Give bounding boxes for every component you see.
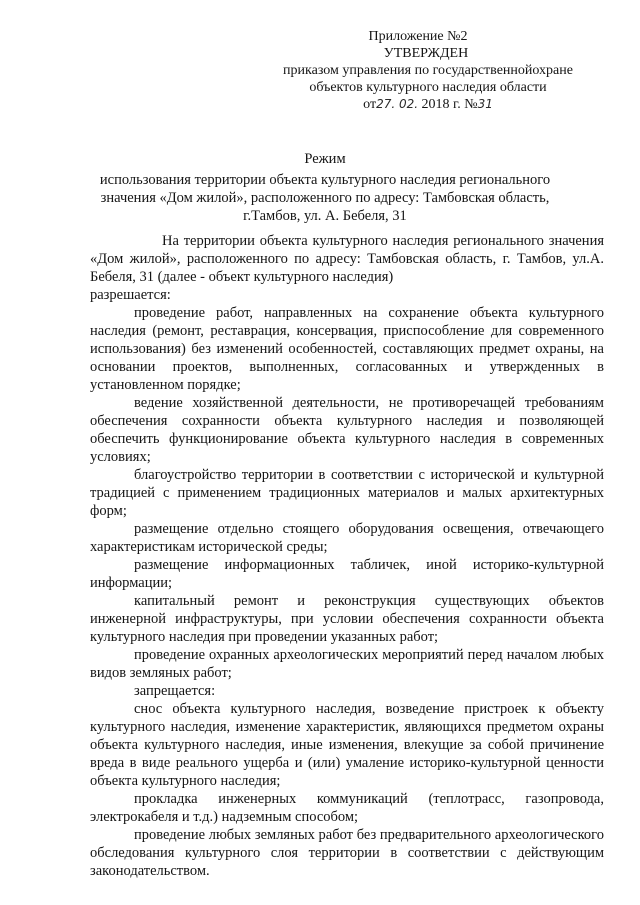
order-line-1: приказом управления по государственнойохране — [283, 63, 573, 78]
order-year: 2018 г. — [421, 97, 461, 112]
allowed-item: проведение охранных археологических мероприятий перед началом любых видов земляных работ; — [90, 647, 604, 681]
allowed-item: капитальный ремонт и реконструкция существующих объектов инженерной инфраструктуры, при условии обеспечения сохранности объекта культурного наследия при проведении указанных работ; — [90, 593, 604, 645]
allowed-item: проведение работ, направленных на сохранение объекта культурного наследия (ремонт, реставрация, консервация, приспособление для современного использования) без изменений особенностей, составляющих предмет охраны, на основании проектов, выполненных, согласованных и утвержденных в установленном порядке; — [90, 305, 604, 393]
document-title — [90, 150, 560, 225]
document-body — [90, 232, 604, 880]
approval-stamp-text: УТВЕРЖДЕН — [383, 46, 469, 61]
handwritten-number: 31 — [477, 97, 493, 111]
forbidden-item: снос объекта культурного наследия, возведение пристроек к объекту культурного наследия, изменение характеристик, являющихся предметом охраны объекта культурного наследия, иные изменения, влекущие за собой причинение вреда в виде реального ущерба и (или) умаление историко-культурной ценности объекта культурного наследия; — [90, 701, 604, 789]
allowed-item: размещение отдельно стоящего оборудования освещения, отвечающего характеристикам исторической среды; — [90, 521, 604, 555]
allowed-item: ведение хозяйственной деятельности, не противоречащей требованиям обеспечения сохранности объекта культурного наследия и позволяющей обеспечить функционирование объекта культурного наследия в современных условиях; — [90, 395, 604, 465]
allowed-item: благоустройство территории в соответствии с исторической и культурной традицией с применением традиционных материалов и малых архитектурных форм; — [90, 467, 604, 519]
order-date-line — [258, 96, 598, 113]
date-prefix: от — [363, 97, 377, 112]
allowed-item: размещение информационных табличек, иной историко-культурной информации; — [90, 557, 604, 591]
approval-header — [258, 28, 598, 113]
handwritten-date: 27. 02. — [376, 97, 419, 111]
title-text: использования территории объекта культурного наследия регионального значения «Дом жилой», расположенного по адресу: Тамбовская область, г.Тамбов, ул. А. Бебеля, 31 — [99, 172, 551, 224]
intro-paragraph: На территории объекта культурного наследия регионального значения «Дом жилой», расположенного по адресу: Тамбовская область, г. Тамбов, ул.А. Бебеля, 31 (далее - объект культурного наследия) — [90, 233, 604, 285]
number-prefix: № — [464, 97, 478, 112]
title-heading: Режим — [304, 151, 346, 167]
forbidden-item: проведение любых земляных работ без предварительного археологического обследования культурного слоя территории в соответствии с действующим законодательством. — [90, 827, 604, 879]
allowed-heading: разрешается: — [90, 287, 171, 303]
appendix-number: Приложение №2 — [368, 29, 468, 44]
order-line-2: объектов культурного наследия области — [309, 80, 547, 95]
forbidden-heading: запрещается: — [134, 683, 216, 699]
forbidden-item: прокладка инженерных коммуникаций (теплотрасс, газопровода, электрокабеля и т.д.) надземным способом; — [90, 791, 604, 825]
